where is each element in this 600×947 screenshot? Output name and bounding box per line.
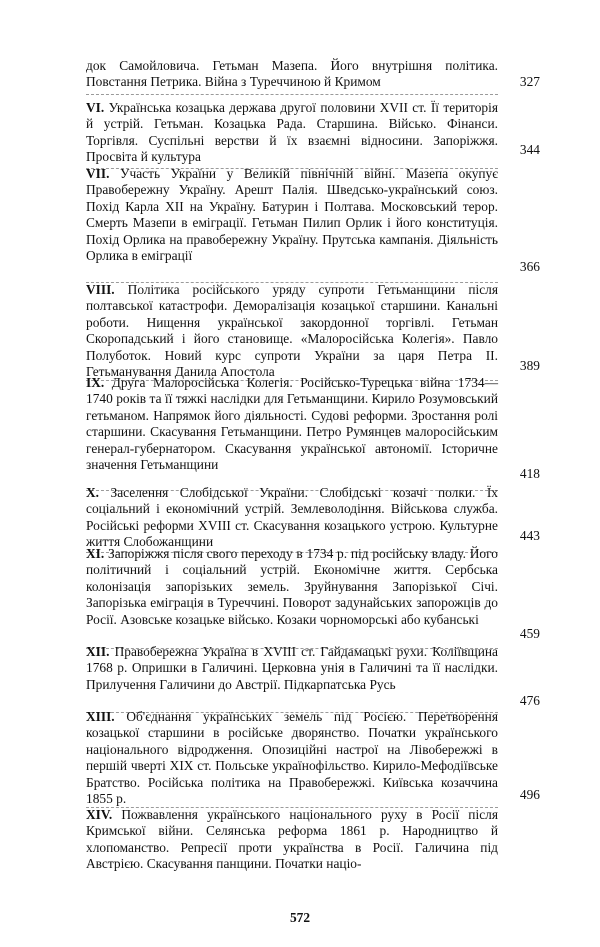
page-number: 366 [519, 259, 540, 274]
chapter-number: XII. [86, 644, 110, 659]
chapter-summary: Об'єднання українських земель під Росією. Перетворення козацької старшини в російське дворянство. Початки українського національного відродження. Опозиційні настрої на Лівобережжі в першій чверті XIX ст. Польське українофільство. Кирило-Мефодіївське Братство. Російська політика на Правобережжі. Київська козаччина 1855 р. [86, 709, 498, 807]
chapter-summary: Друга Малоросійська Колегія. Російсько-Турецька війна 1734—1740 років та її тяжкі наслідки для Гетьманщини. Кирило Розумовський гетьманом. Напрямок його діяльності. Судові реформи. Зростання ролі старшини. Скасування Гетьманщини. Петро Румянцев малоросійським генерал-губернатором. Скасування української автономії. Історичне значення Гетьманщини [86, 375, 498, 473]
chapter-summary: Політика російського уряду супроти Гетьманщини після полтавської катастрофи. Деморалізація козацької старшини. Канальні роботи. Нищення української закордонної торгівлі. Гетьман Скоропадський і його становище. «Малоросійська Колегія». Павло Полуботок. Новий курс супроти України за царя Петра II. Гетьманування Данила Апостола [86, 282, 498, 380]
chapter-number: VII. [86, 166, 110, 181]
page-number: 344 [519, 142, 540, 157]
toc-entry [86, 807, 498, 873]
toc-entry [86, 166, 498, 264]
chapter-number: VIII. [86, 282, 115, 297]
chapter-summary: Українська козацька держава другої половини XVII ст. Її територія й устрій. Гетьман. Козацька Рада. Старшина. Військо. Фінанси. Торгівля. Суспільні верстви й їх взаємні відносини. Запоріжжя. Просвіта й культура [86, 100, 498, 165]
page-number: 389 [519, 358, 540, 373]
chapter-summary: Заселення Слобідської України. Слобідські козачі полки. Їх соціальний і економічний устрій. Землеволодіння. Військова служба. Російські реформи XVIII ст. Скасування козацького устрою. Культурне життя Слобожанщини [86, 485, 498, 550]
chapter-number: IX. [86, 375, 105, 390]
chapter-summary: Правобережна Україна в XVIII ст. Гайдамацькі рухи. Коліївщина 1768 р. Опришки в Галичині. Церковна унія в Галичині та її наслідки. Прилучення Галичини до Австрії. Підкарпатська Русь [86, 644, 498, 692]
chapter-number: VI. [86, 100, 105, 115]
chapter-number: X. [86, 485, 100, 500]
toc-entry [86, 644, 498, 693]
toc-entry [86, 485, 498, 551]
toc-entry [86, 282, 498, 380]
divider [86, 94, 498, 95]
toc-entry [86, 100, 498, 166]
toc-entry [86, 709, 498, 807]
toc-entry [86, 375, 498, 473]
toc-entry [86, 58, 498, 91]
page-number: 418 [519, 466, 540, 481]
chapter-summary: Участь України у Великій північній війні. Мазепа окупує Правобережну Україну. Арешт Палія. Шведсько-український союз. Похід Карла XII на Україну. Батурин і Полтава. Московський терор. Смерть Мазепи в еміграції. Гетьман Пилип Орлик і його конституція. Похід Орлика на правобережну Україну. Прутська кампанія. Діяльність Орлика в еміграції [86, 166, 498, 264]
chapter-number: XI. [86, 546, 105, 561]
page-number: 327 [519, 74, 540, 89]
page-folio: 572 [289, 910, 311, 925]
toc-entry [86, 546, 498, 628]
page-number: 476 [519, 693, 540, 708]
chapter-summary: Пожвавлення українського національного руху в Росії після Кримської війни. Селянська реформа 1861 р. Народництво й хлопоманство. Репресії проти українства в Росії. Галичина під Австрією. Скасування панщини. Початки націо- [86, 807, 498, 872]
chapter-number: XIII. [86, 709, 115, 724]
chapter-number: XIV. [86, 807, 113, 822]
chapter-summary: док Самойловича. Гетьман Мазепа. Його внутрішня політика. Повстання Петрика. Війна з Туреччиною й Кримом [86, 58, 498, 90]
chapter-summary: Запоріжжя після свого переходу в 1734 р. під російську владу. Його політичний і соціальний устрій. Економічне життя. Сербська колонізація запорізьких земель. Зруйнування Запорізької Січі. Запорізька еміграція в Туреччині. Поворот задунайських запорожців до Росії. Азовське козацьке військо. Козаки чорноморські або кубанські [86, 546, 498, 627]
page-number: 459 [519, 626, 540, 641]
page-number: 496 [519, 787, 540, 802]
page-number: 443 [519, 528, 540, 543]
